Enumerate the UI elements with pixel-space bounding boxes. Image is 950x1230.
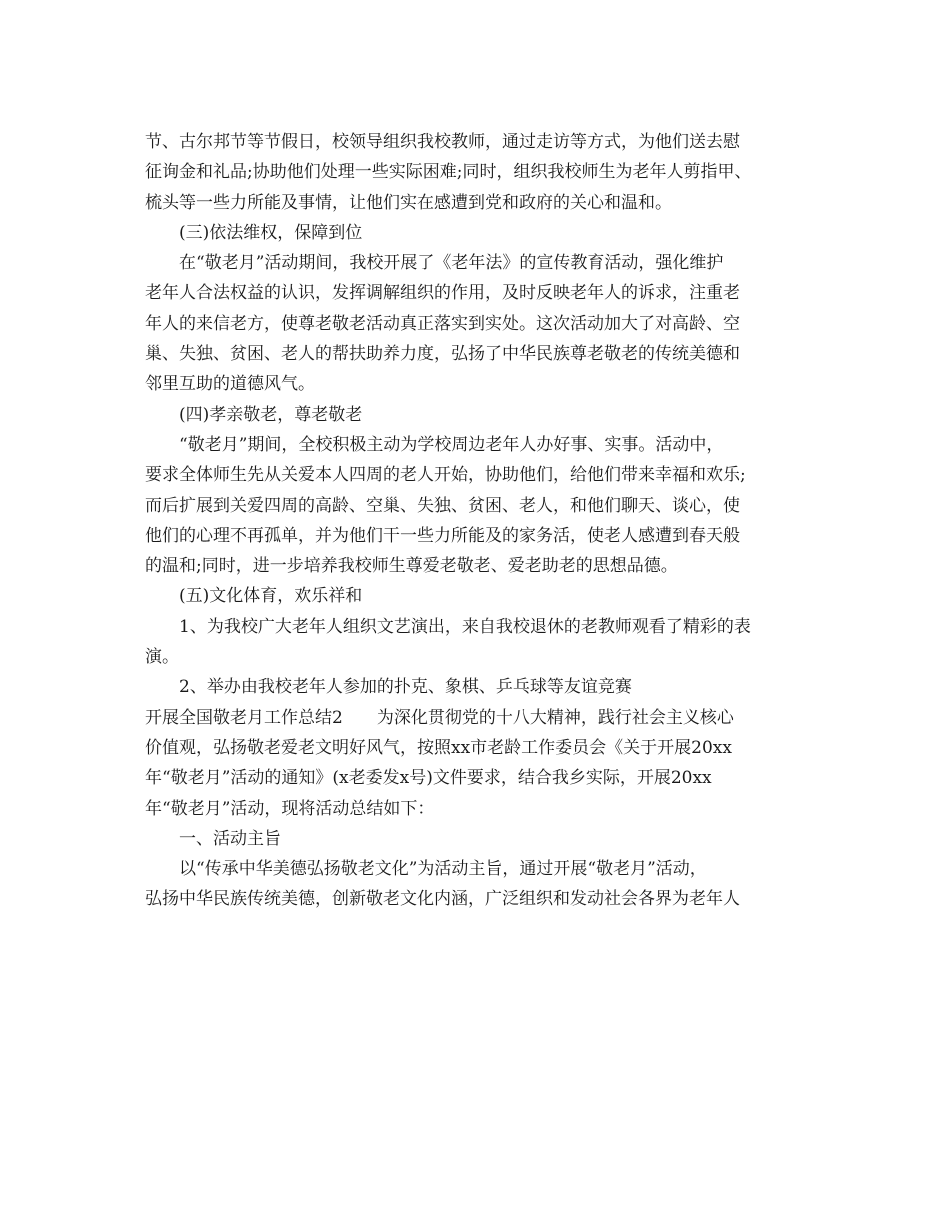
text-line: 邻里互助的道德风气。 [145,374,315,395]
document-body [145,127,805,915]
text-line: “敬老月”期间，全校积极主动为学校周边老年人办好事、实事。活动中， [179,434,724,455]
text-line: 而后扩展到关爱四周的高龄、空巢、失独、贫困、老人，和他们聊天、谈心，使 [145,495,740,516]
text-line: 梳头等一些力所能及事情，让他们实在感遭到党和政府的关心和温和。 [145,192,672,213]
text-line: (三)依法维权，保障到位 [179,222,363,243]
text-line: 年“敬老月”活动，现将活动总结如下： [145,798,435,819]
text-line: 要求全体师生先从关爱本人四周的老人开始，协助他们，给他们带来幸福和欢乐; [145,465,746,486]
text-line: 2、举办由我校老年人参加的扑克、象棋、乒乓球等友谊竞赛 [179,677,632,698]
text-line: 演。 [145,647,179,668]
text-line: 征询金和礼品;协助他们处理一些实际困难;同时，组织我校师生为老年人剪指甲、 [145,162,752,183]
text-line: 节、古尔邦节等节假日，校领导组织我校教师，通过走访等方式，为他们送去慰 [145,132,740,152]
text-line: (四)孝亲敬老，尊老敬老 [179,404,363,425]
text-line: 巢、失独、贫困、老人的帮扶助养力度，弘扬了中华民族尊老敬老的传统美德和 [145,344,740,365]
text-line: (五)文化体育，欢乐祥和 [179,586,363,607]
text-line: 弘扬中华民族传统美德，创新敬老文化内涵，广泛组织和发动社会各界为老年人 [145,889,740,910]
text-line: 价值观，弘扬敬老爱老文明好风气，按照xx市老龄工作委员会《关于开展20xx [145,737,732,758]
text-line: 年人的来信老方，使尊老敬老活动真正落实到实处。这次活动加大了对高龄、空 [145,313,740,334]
text-line: 一、活动主旨 [179,828,281,849]
text-line: 在“敬老月”活动期间，我校开展了《老年法》的宣传教育活动，强化维护 [179,253,724,274]
text-line: 1、为我校广大老年人组织文艺演出，来自我校退休的老教师观看了精彩的表 [179,616,751,637]
text-line: 他们的心理不再孤单，并为他们干一些力所能及的家务活，使老人感遭到春天般 [145,525,740,546]
text-line: 的温和;同时，进一步培养我校师生尊爱老敬老、爱老助老的思想品德。 [145,556,678,577]
text-line: 老年人合法权益的认识，发挥调解组织的作用，及时反映老年人的诉求，注重老 [145,283,740,304]
text-line: 以“传承中华美德弘扬敬老文化”为活动主旨，通过开展“敬老月”活动， [179,859,707,880]
text-line: 年“敬老月”活动的通知》(x老委发x号)文件要求，结合我乡实际，开展20xx [145,768,712,789]
text-line: 开展全国敬老月工作总结2 为深化贯彻党的十八大精神，践行社会主义核心 [145,707,734,728]
